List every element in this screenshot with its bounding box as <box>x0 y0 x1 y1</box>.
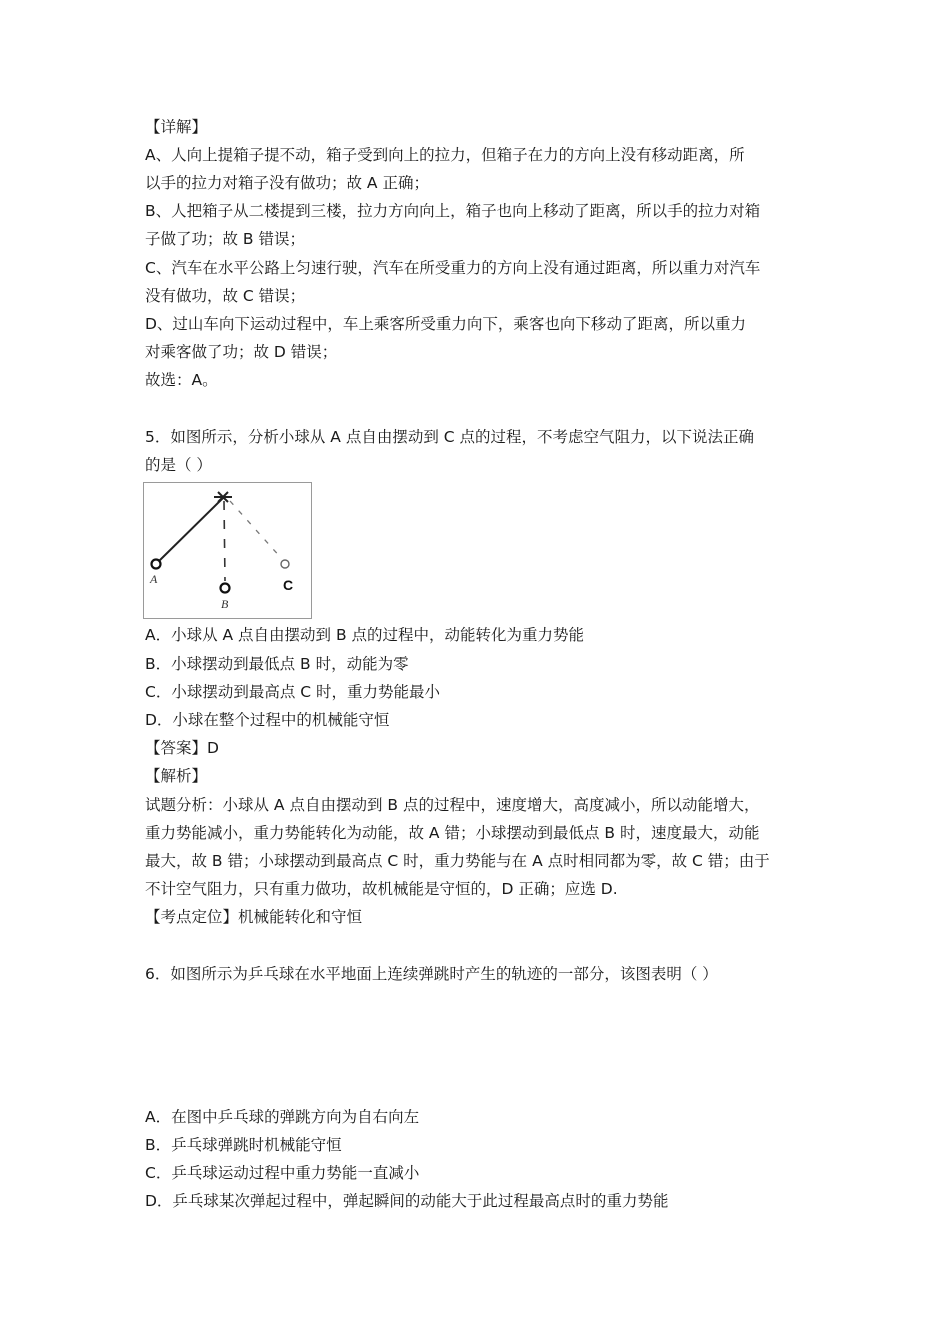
option-5a: A．小球从 A 点自由摆动到 B 点的过程中，动能转化为重力势能 <box>145 626 585 644</box>
label-c: C <box>283 577 294 593</box>
option-6d: D．乒乓球某次弹起过程中，弹起瞬间的动能大于此过程最高点时的重力势能 <box>145 1192 669 1210</box>
question-5-line-1: 5．如图所示，分析小球从 A 点自由摆动到 C 点的过程，不考虑空气阻力，以下说法正确 <box>145 428 754 446</box>
line-3: 以手的拉力对箱子没有做功；故 A 正确； <box>145 174 429 192</box>
ball-a <box>152 560 161 569</box>
string-to-b <box>224 501 225 581</box>
analysis-line-4: 不计空气阻力，只有重力做功，故机械能是守恒的，D 正确；应选 D. <box>145 880 618 898</box>
ball-c <box>281 560 289 568</box>
string-to-c <box>230 501 282 559</box>
question-6-line: 6．如图所示为乒乓球在水平地面上连续弹跳时产生的轨迹的一部分，该图表明（ ） <box>145 965 718 983</box>
answer-line: 【答案】D <box>145 739 219 757</box>
line-2: A、人向上提箱子提不动，箱子受到向上的拉力，但箱子在力的方向上没有移动距离，所 <box>145 146 745 164</box>
line-7: 没有做功，故 C 错误； <box>145 287 306 305</box>
option-5c: C．小球摆动到最高点 C 时，重力势能最小 <box>145 683 441 701</box>
analysis-line-1: 试题分析：小球从 A 点自由摆动到 B 点的过程中，速度增大，高度减小，所以动能增大， <box>145 796 760 814</box>
option-6a: A．在图中乒乓球的弹跳方向为自右向左 <box>145 1108 420 1126</box>
label-a: A <box>150 572 158 586</box>
pivot-mark <box>214 492 232 502</box>
line-10: 故选：A。 <box>145 371 218 389</box>
analysis-line-2: 重力势能减小，重力势能转化为动能，故 A 错；小球摆动到最低点 B 时，速度最大，动能 <box>145 824 760 842</box>
line-6: C、汽车在水平公路上匀速行驶，汽车在所受重力的方向上没有通过距离，所以重力对汽车 <box>145 259 761 277</box>
line-8: D、过山车向下运动过程中，车上乘客所受重力向下，乘客也向下移动了距离，所以重力 <box>145 315 746 333</box>
key-point-line: 【考点定位】机械能转化和守恒 <box>145 908 363 926</box>
option-5d: D．小球在整个过程中的机械能守恒 <box>145 711 390 729</box>
analysis-line-3: 最大，故 B 错；小球摆动到最高点 C 时，重力势能与在 A 点时相同都为零，故 C 错；由于 <box>145 852 770 870</box>
question-5-line-2: 的是（ ） <box>145 456 212 474</box>
option-6c: C．乒乓球运动过程中重力势能一直减小 <box>145 1164 420 1182</box>
label-b: B <box>221 597 229 611</box>
pendulum-figure <box>143 482 312 619</box>
string-to-a <box>158 498 223 562</box>
line-1: 【详解】 <box>145 118 208 136</box>
option-5b: B．小球摆动到最低点 B 时，动能为零 <box>145 655 409 673</box>
analysis-heading: 【解析】 <box>145 767 208 785</box>
option-6b: B．乒乓球弹跳时机械能守恒 <box>145 1136 342 1154</box>
ball-b <box>221 584 230 593</box>
line-5: 子做了功；故 B 错误； <box>145 230 305 248</box>
line-9: 对乘客做了功；故 D 错误； <box>145 343 338 361</box>
line-4: B、人把箱子从二楼提到三楼，拉力方向向上，箱子也向上移动了距离，所以手的拉力对箱 <box>145 202 761 220</box>
